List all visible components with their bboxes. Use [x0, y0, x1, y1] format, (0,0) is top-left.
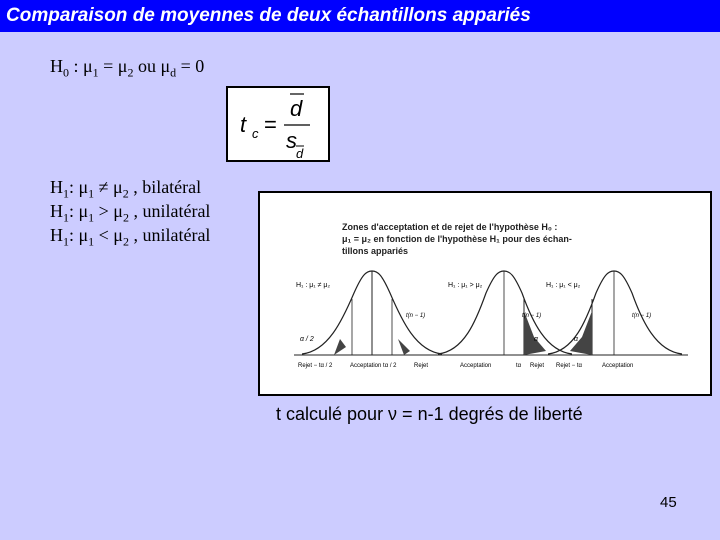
panel2-tcrit: tα — [516, 363, 522, 369]
h0-hypothesis: $H_0$ : $\mu_1 = \mu_2$ ou $\mu_d = 0$ — [50, 56, 205, 80]
panel1-alpha: α / 2 — [300, 336, 314, 343]
panel3-alpha: α — [574, 336, 578, 343]
panel1-reject-right: Rejet — [414, 363, 429, 369]
tail-left-1 — [334, 339, 346, 355]
panel2-label: H₁ : μ₁ > μ₂ — [448, 282, 483, 289]
panel3-tlabel: t(n − 1) — [632, 313, 652, 319]
panel2-accept: Acceptation — [460, 363, 492, 369]
tail-right-1 — [398, 339, 410, 355]
degrees-of-freedom-caption: t calculé pour ν = n-1 degrés de liberté — [276, 404, 583, 424]
page-number: 45 — [660, 494, 677, 511]
rejection-zones-figure — [258, 191, 712, 396]
formula-denominator: s — [286, 128, 297, 153]
panel3-reject: Rejet − tα — [556, 363, 582, 369]
panel2-alpha: α — [534, 336, 538, 343]
panel3-label: H₁ : μ₁ < μ₂ — [546, 282, 581, 289]
panel2-reject: Rejet — [530, 363, 545, 369]
test-statistic-formula — [226, 86, 330, 162]
h1-bilateral: $H_1$: $\mu_1 \ne \mu_2$ , bilatéral — [50, 177, 202, 201]
panel1-accept: Acceptation tα / 2 — [350, 363, 397, 369]
figure-scan — [268, 201, 694, 387]
formula-equals: = — [264, 112, 277, 137]
h1-unilateral-less: $H_1$: $\mu_1 < \mu_2$ , unilatéral — [50, 225, 211, 249]
panel3-accept: Acceptation — [602, 363, 634, 369]
h1-unilateral-greater: $H_1$: $\mu_1 > \mu_2$ , unilatéral — [50, 201, 211, 225]
formula-t: t — [240, 112, 247, 137]
panel1-label: H₁ : μ₁ ≠ μ₂ — [296, 282, 331, 289]
formula-numerator: d — [290, 96, 303, 121]
formula-denominator-sub: d — [296, 146, 304, 160]
panel2-tlabel: t(n − 1) — [522, 313, 542, 319]
slide-title: Comparaison de moyennes de deux échantillons appariés — [0, 0, 720, 32]
panel1-tlabel: t(n − 1) — [406, 313, 426, 319]
distribution-curves — [268, 201, 694, 387]
formula-svg — [228, 88, 328, 160]
formula-t-sub: c — [252, 126, 259, 141]
figure-title: Zones d'acceptation et de rejet de l'hypothèse H₀ : μ₁ = μ₂ en fonction de l'hypothèse H₁ pour des échan- tillons appariés — [342, 222, 572, 256]
panel1-reject-left: Rejet − tα / 2 — [298, 363, 333, 369]
tail-left-3 — [570, 311, 592, 355]
